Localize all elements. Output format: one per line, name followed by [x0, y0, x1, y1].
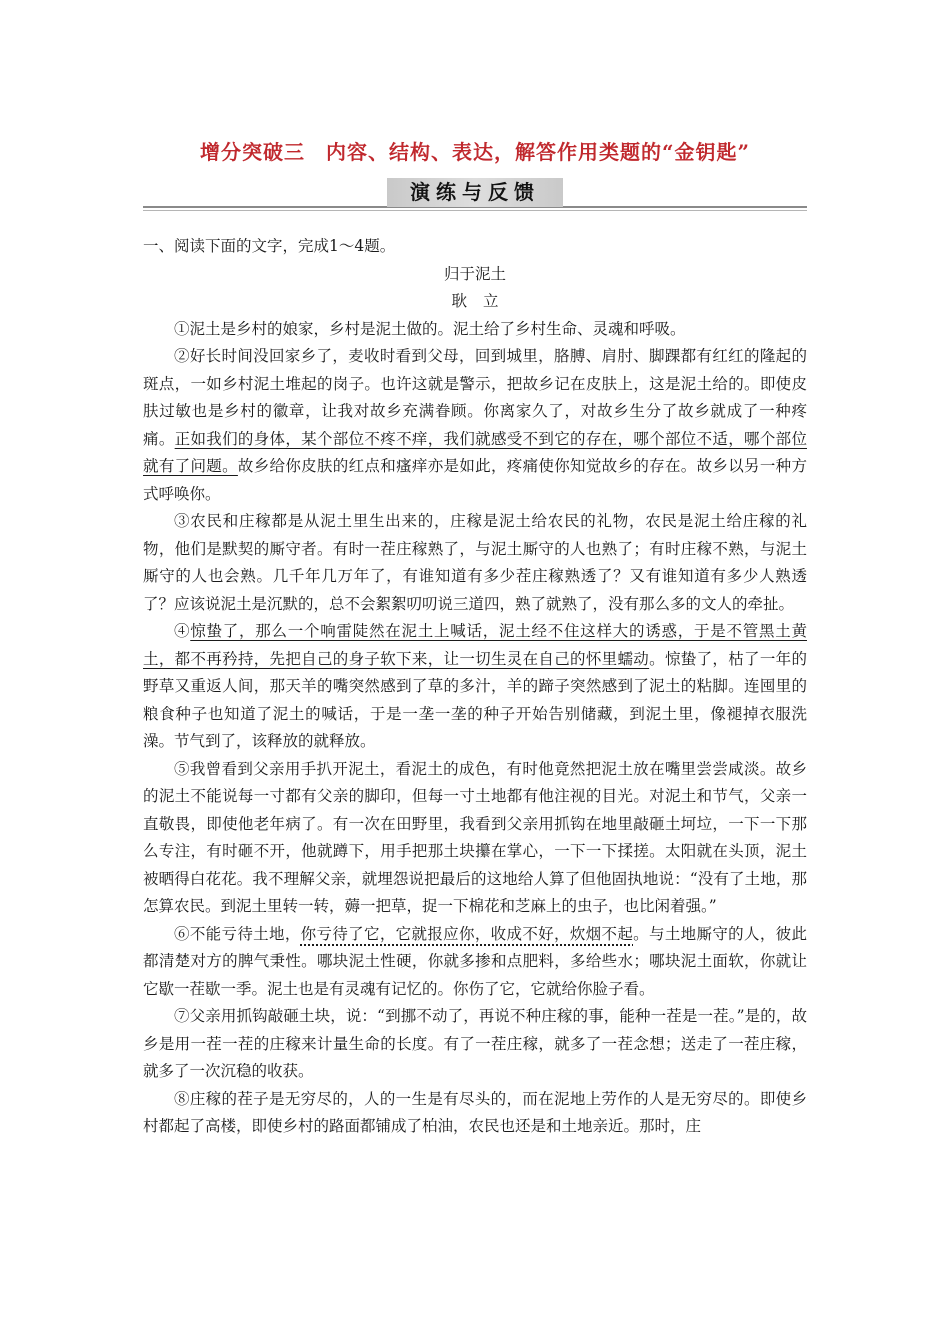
paragraph-8: [143, 1086, 807, 1141]
banner-label: 演练与反馈: [410, 180, 540, 204]
paragraph-7: [143, 1003, 807, 1086]
paragraph-text: ⑥不能亏待土地，: [174, 924, 301, 943]
question-instruction: 一、阅读下面的文字，完成1～4题。: [143, 237, 396, 255]
paragraph-text: 。惊蛰了，枯了一年的野草又重返人间，那天羊的嘴突然感到了草的多汁，羊的蹄子突然感到了泥土的粘脚。连囤里的粮食种子也知道了泥土的喊话，于是一垄一垄的种子开始告别储藏，到泥土里，像褪掉衣服洗澡。节气到了，该释放的就释放。: [143, 649, 807, 750]
paragraph-text: ⑦父亲用抓钩敲砸土块，说：“到挪不动了，再说不种庄稼的事，能种一茬是一茬。”是的，故乡是用一茬一茬的庄稼来计量生命的长度。有了一茬庄稼，就多了一茬念想；送走了一茬庄稼，就多了一次沉稳的收获。: [143, 1007, 807, 1080]
paragraph-text: ⑤我曾看到父亲用手扒开泥土，看泥土的成色，有时他竟然把泥土放在嘴里尝尝咸淡。故乡的泥土不能说每一寸都有父亲的脚印，但每一寸土地都有他注视的目光。对泥土和节气，父亲一直敬畏，即使他老年病了。有一次在田野里，我看到父亲用抓钩在地里敲砸土坷垃，一下一下那么专注，有时砸不开，他就蹲下，用手把那土块攥在掌心，一下一下揉搓。太阳就在头顶，泥土被晒得白花花。我不理解父亲，就埋怨说把最后的这地给人算了但他固执地说：“没有了土地，那怎算农民。到泥土里转一转，薅一把草，捉一下棉花和芝麻上的虫子，也比闲着强。”: [143, 759, 807, 915]
paragraph-2: [143, 343, 807, 508]
page-title: 增分突破三 内容、结构、表达，解答作用类题的“金钥匙”: [199, 140, 750, 164]
banner-rule-thin: [143, 210, 807, 211]
article-author: 耿立: [451, 292, 515, 310]
paragraph-text: ②好长时间没回家乡了，麦收时看到父母，回到城里，胳膊、肩肘、脚踝都有红红的隆起的斑点，一如乡村泥土堆起的岗子。也许这就是警示，把故乡记在皮肤上，这是泥土给的。即使皮肤过敏也是乡村的徽章，让我对故乡充满眷顾。你离家久了，对故乡生分了故乡就成了一种疼痛。: [143, 347, 807, 448]
paragraph-text: ⑧庄稼的茬子是无穷尽的，人的一生是有尽头的，而在泥地上劳作的人是无穷尽的。即使乡村都起了高楼，即使乡村的路面都铺成了柏油，农民也还是和土地亲近。那时，庄: [143, 1089, 807, 1135]
paragraph-3: [143, 508, 807, 618]
paragraph-6: [143, 921, 807, 1004]
banner-label-box: [387, 178, 563, 207]
document-body: [143, 233, 807, 1141]
underlined-sentence: 正如我们的身体，某个部位不疼不痒，我们就感受不到它的存在，哪个部位不适，哪个部位就有了问题。: [143, 429, 807, 475]
underlined-sentence: 惊蛰了，那么一个响雷陡然在泥土上喊话，泥土经不住这样大的诱惑，于是不管黑土黄土，都不再矜持，先把自己的身子软下来，让一切生灵在自己的怀里蠕动: [143, 622, 807, 668]
section-banner: [143, 178, 807, 214]
paragraph-text: ③农民和庄稼都是从泥土里生出来的，庄稼是泥土给农民的礼物，农民是泥土给庄稼的礼物，他们是默契的厮守者。有时一茬庄稼熟了，与泥土厮守的人也熟了；有时庄稼不熟，与泥土厮守的人也会熟。几千年几万年了，有谁知道有多少茬庄稼熟透了？又有谁知道有多少人熟透了？应该说泥土是沉默的，总不会絮絮叨叨说三道四，熟了就熟了，没有那么多的文人的牵扯。: [143, 512, 807, 613]
paragraph-4: [143, 618, 807, 756]
paragraph-text: 。与土地厮守的人，彼此都清楚对方的脾气秉性。哪块泥土性硬，你就多掺和点肥料，多给些水；哪块泥土面软，你就让它歇一茬歇一季。泥土也是有灵魂有记忆的。你伤了它，它就给你脸子看。: [143, 924, 807, 998]
paragraph-1: [143, 316, 807, 344]
dotted-emphasis-sentence: 你亏待了它，它就报应你，收成不好，炊烟不起: [300, 924, 634, 943]
article-title: 归于泥土: [443, 264, 506, 283]
paragraph-number: ④: [174, 622, 191, 640]
paragraph-5: [143, 756, 807, 921]
paragraph-text: 故乡给你皮肤的红点和瘙痒亦是如此，疼痛使你知觉故乡的存在。故乡以另一种方式呼唤你。: [143, 457, 807, 503]
paragraph-text: ①泥土是乡村的娘家，乡村是泥土做的。泥土给了乡村生命、灵魂和呼吸。: [174, 319, 686, 338]
